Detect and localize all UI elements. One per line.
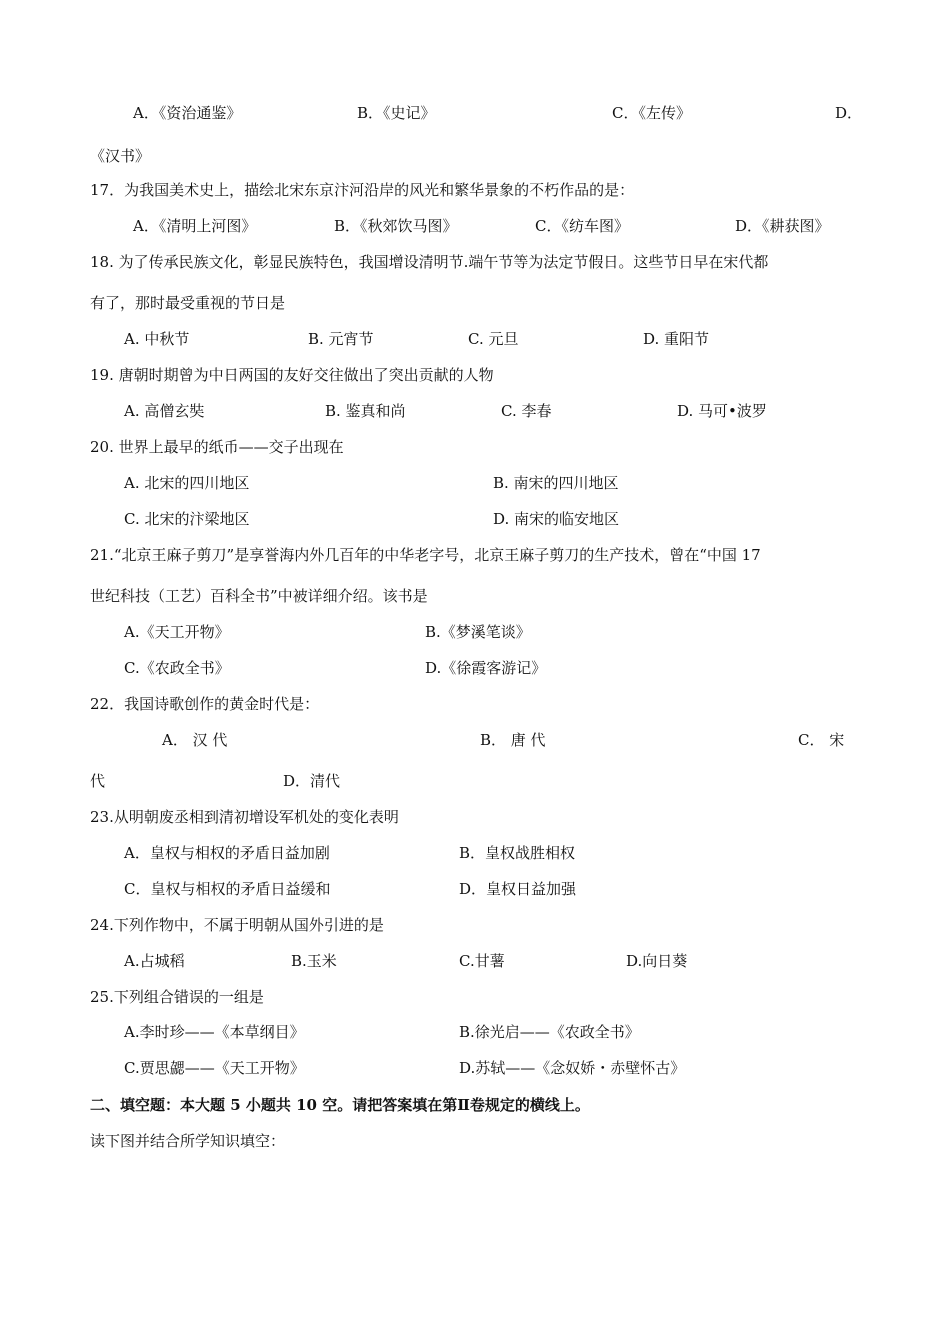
q18-option-b: B. 元宵节 xyxy=(308,330,374,348)
q24-stem: 24.下列作物中，不属于明朝从国外引进的是 xyxy=(90,916,384,934)
q16-option-a: A．《资治通鉴》 xyxy=(133,104,242,122)
q21-stem-line1: 21.“北京王麻子剪刀”是享誉海内外几百年的中华老字号，北京王麻子剪刀的生产技术，曾在“中国 17 xyxy=(90,546,761,564)
q22-stem: 22．我国诗歌创作的黄金时代是： xyxy=(90,695,320,713)
q25-option-b: B.徐光启——《农政全书》 xyxy=(459,1023,640,1041)
q19-option-c: C. 李春 xyxy=(501,402,552,420)
q20-stem: 20. 世界上最早的纸币——交子出现在 xyxy=(90,438,344,456)
q17-option-a: A．《清明上河图》 xyxy=(133,217,257,235)
q24-option-d: D.向日葵 xyxy=(626,952,688,970)
q22-option-c: C． 宋 xyxy=(798,731,845,749)
q25-stem: 25.下列组合错误的一组是 xyxy=(90,988,264,1006)
q18-option-c: C. 元旦 xyxy=(468,330,519,348)
q21-option-a: A.《天工开物》 xyxy=(124,623,230,641)
q23-stem: 23.从明朝废丞相到清初增设军机处的变化表明 xyxy=(90,808,399,826)
q21-option-d: D.《徐霞客游记》 xyxy=(425,659,547,677)
q24-option-a: A.占城稻 xyxy=(124,952,185,970)
q20-option-b: B. 南宋的四川地区 xyxy=(493,474,619,492)
q17-option-b: B．《秋郊饮马图》 xyxy=(334,217,458,235)
q18-option-a: A. 中秋节 xyxy=(124,330,190,348)
q20-option-c: C. 北宋的汴梁地区 xyxy=(124,510,250,528)
q19-option-d: D. 马可•波罗 xyxy=(677,402,767,420)
q16-option-c: C．《左传》 xyxy=(612,104,691,122)
q24-option-b: B.玉米 xyxy=(291,952,337,970)
q20-option-d: D. 南宋的临安地区 xyxy=(493,510,620,528)
q21-option-c: C.《农政全书》 xyxy=(124,659,230,677)
q19-stem: 19. 唐朝时期曾为中日两国的友好交往做出了突出贡献的人物 xyxy=(90,366,494,384)
q18-stem-line2: 有了，那时最受重视的节日是 xyxy=(90,294,286,312)
q22-option-c-wrap: 代 xyxy=(90,772,106,790)
q20-option-a: A. 北宋的四川地区 xyxy=(124,474,250,492)
q25-option-a: A.李时珍——《本草纲目》 xyxy=(124,1023,305,1041)
q25-option-c: C.贾思勰——《天工开物》 xyxy=(124,1059,305,1077)
q16-option-d-text: 《汉书》 xyxy=(90,147,151,165)
q23-option-d: D．皇权日益加强 xyxy=(459,880,577,898)
q24-option-c: C.甘薯 xyxy=(459,952,505,970)
q19-option-a: A. 高僧玄奘 xyxy=(124,402,205,420)
q21-stem-line2: 世纪科技（工艺）百科全书”中被详细介绍。该书是 xyxy=(90,587,428,605)
q21-option-b: B.《梦溪笔谈》 xyxy=(425,623,531,641)
q17-option-d: D．《耕获图》 xyxy=(735,217,830,235)
q23-option-c: C．皇权与相权的矛盾日益缓和 xyxy=(124,880,331,898)
q18-option-d: D. 重阳节 xyxy=(643,330,710,348)
q22-option-d: D．清代 xyxy=(283,772,341,790)
q16-option-b: B．《史记》 xyxy=(357,104,436,122)
q16-option-d: D． xyxy=(835,104,863,122)
section2-instruction: 读下图并结合所学知识填空： xyxy=(90,1132,286,1150)
q18-stem-line1: 18. 为了传承民族文化，彰显民族特色，我国增设清明节.端午节等为法定节假日。这些节日早在宋代都 xyxy=(90,253,769,271)
q23-option-a: A．皇权与相权的矛盾日益加剧 xyxy=(124,844,330,862)
section2-heading: 二、填空题：本大题 5 小题共 10 空。请把答案填在第Ⅱ卷规定的横线上。 xyxy=(90,1096,590,1114)
q25-option-d: D.苏轼——《念奴娇・赤壁怀古》 xyxy=(459,1059,686,1077)
q17-stem: 17．为我国美术史上，描绘北宋东京汴河沿岸的风光和繁华景象的不朽作品的是： xyxy=(90,181,635,199)
q17-option-c: C．《纺车图》 xyxy=(535,217,629,235)
q19-option-b: B. 鉴真和尚 xyxy=(325,402,406,420)
q22-option-a: A． 汉 代 xyxy=(162,731,228,749)
q23-option-b: B．皇权战胜相权 xyxy=(459,844,576,862)
q22-option-b: B． 唐 代 xyxy=(480,731,546,749)
